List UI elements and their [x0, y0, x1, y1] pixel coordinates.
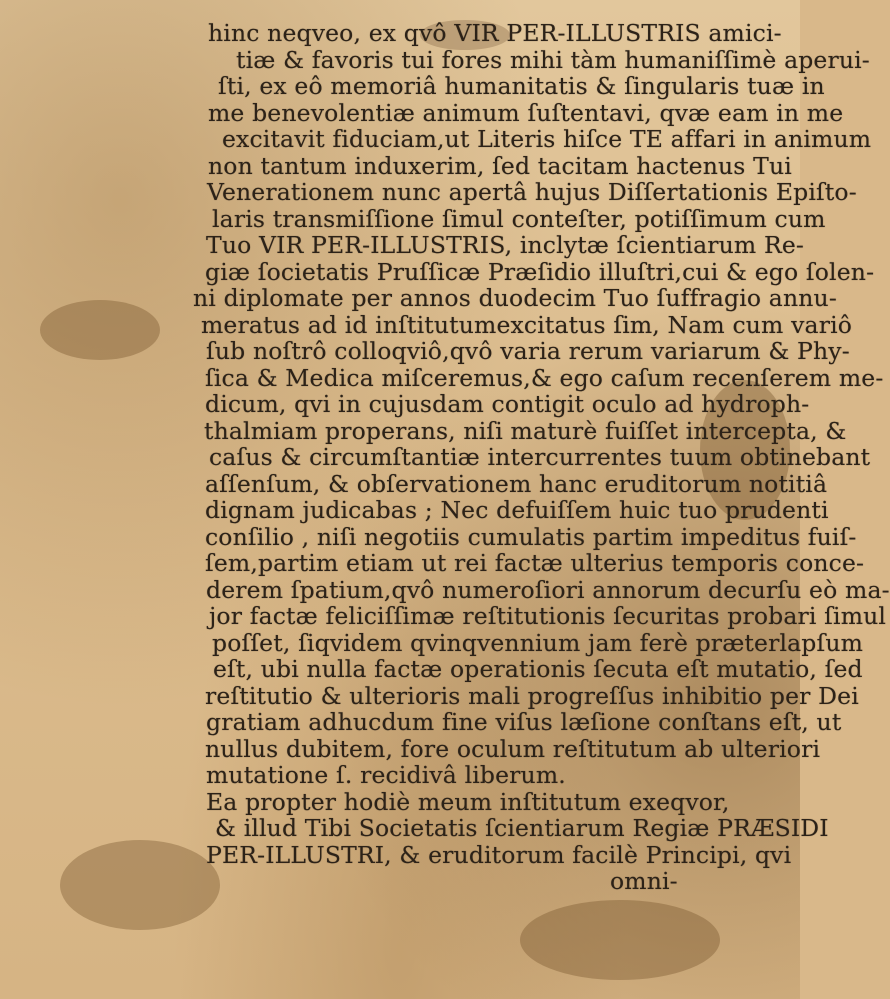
text-line: me benevolentiæ animum ſuſtentavi, qvæ eam in me — [208, 98, 844, 127]
body-text — [0, 19, 890, 895]
text-line: nullus dubitem, fore oculum reſtitutum ab ulteriori — [205, 734, 821, 763]
text-line: ni diplomate per annos duodecim Tuo ſuffragio annu- — [193, 284, 837, 312]
text-line: PER-ILLUSTRI, & eruditorum facilè Principi, qvi — [206, 840, 792, 869]
text-line: Ea propter hodiè meum inſtitutum exeqvor, — [206, 787, 730, 816]
text-line: derem ſpatium,qvô numeroſiori annorum decurſu eò ma- — [206, 575, 890, 604]
text-line: poſſet, ſiqvidem qvinqvennium jam ferè præterlapſum — [212, 628, 864, 657]
text-line: jor factæ feliciſſimæ reſtitutionis ſecuritas probari ſimul — [209, 602, 887, 630]
text-line: mutatione ſ. recidivâ liberum. — [206, 761, 566, 789]
catchword: omni- — [610, 867, 678, 895]
text-line: dicum, qvi in cujusdam contigit oculo ad hydroph- — [205, 390, 810, 418]
text-line: ſica & Medica miſceremus,& ego caſum recenſerem me- — [205, 363, 884, 392]
text-line: & illud Tibi Societatis ſcientiarum Regiæ PRÆSIDI — [215, 814, 829, 842]
text-line: caſus & circumſtantiæ intercurrentes tuum obtinebant — [209, 443, 871, 471]
text-line: hinc neqveo, ex qvô VIR PER-ILLUSTRIS amici- — [208, 19, 782, 47]
text-line: non tantum induxerim, ſed tacitam hactenus Tui — [208, 151, 792, 180]
text-line: tiæ & favoris tui fores mihi tàm humaniſſimè aperui- — [236, 45, 870, 74]
text-line: dignam judicabas ; Nec defuiſſem huic tuo prudenti — [205, 496, 829, 524]
text-line: excitavit fiduciam,ut Literis hiſce TE affari in animum — [222, 125, 872, 153]
text-line: conſilio , niſi negotiis cumulatis partim impeditus fuiſ- — [205, 522, 857, 551]
text-line: meratus ad id inſtitutumexcitatus ſim, Nam cum variô — [201, 310, 853, 339]
text-line: thalmiam properans, niſi maturè fuiſſet intercepta, & — [204, 416, 847, 445]
text-line: ſti, ex eô memoriâ humanitatis & ſingularis tuæ in — [218, 72, 825, 100]
text-line: gratiam adhucdum fine viſus læſione conſtans eſt, ut — [206, 708, 842, 736]
text-line: Tuo VIR PER-ILLUSTRIS, inclytæ ſcientiarum Re- — [206, 231, 804, 259]
text-line: ſub noſtrô colloqviô,qvô varia rerum variarum & Phy- — [206, 337, 850, 365]
text-line: laris transmiſſione ſimul conteſter, potiſſimum cum — [212, 204, 826, 233]
text-line: Venerationem nunc apertâ hujus Diſſertationis Epiſto- — [207, 178, 857, 206]
text-line: giæ ſocietatis Pruſſicæ Præſidio illuſtri,cui & ego ſolen- — [205, 257, 875, 286]
text-line: ſem,partim etiam ut rei factæ ulterius temporis conce- — [205, 549, 865, 577]
text-line: aſſenſum, & obſervationem hanc eruditorum notitiâ — [205, 469, 828, 498]
text-line: reſtitutio & ulterioris mali progreſſus inhibitio per Dei — [205, 681, 859, 710]
text-line: eſt, ubi nulla factæ operationis ſecuta eſt mutatio, ſed — [213, 655, 863, 683]
